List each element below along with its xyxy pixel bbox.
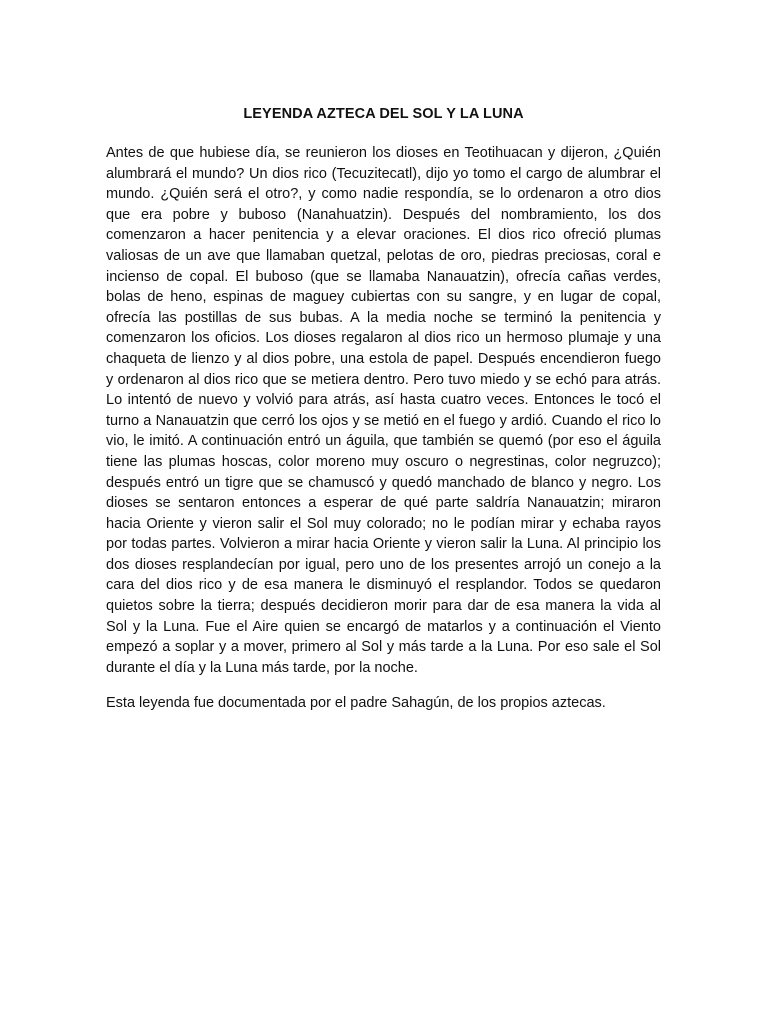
document-page [106,104,661,714]
document-title: LEYENDA AZTECA DEL SOL Y LA LUNA [243,106,524,122]
source-paragraph: Esta leyenda fue documentada por el padre Sahagún, de los propios aztecas. [106,695,606,712]
story-paragraph: Antes de que hubiese día, se reunieron los dioses en Teotihuacan y dijeron, ¿Quién alumbrará el mundo? Un dios rico (Tecuzitecatl), dijo yo tomo el cargo de alumbrar el mundo. ¿Quién será el otro?, y como nadie respondía, se lo ordenaron a otro dios que era pobre y buboso (Nanahuatzin). Después del nombramiento, los dos comenzaron a hacer penitencia y a elevar oraciones. El dios rico ofreció plumas valiosas de un ave que llamaban quetzal, pelotas de oro, piedras preciosas, coral e incienso de copal. El buboso (que se llamaba Nanauatzin), ofrecía cañas verdes, bolas de heno, espinas de maguey cubiertas con su sangre, y en lugar de copal, ofrecía las postillas de sus bubas. A la media noche se terminó la penitencia y comenzaron los oficios. Los dioses regalaron al dios rico un hermoso plumaje y una chaqueta de lienzo y al dios pobre, una estola de papel. Después encendieron fuego y ordenaron al dios rico que se metiera dentro. Pero tuvo miedo y se echó para atrás. Lo intentó de nuevo y volvió para atrás, así hasta cuatro veces. Entonces le tocó el turno a Nanauatzin que cerró los ojos y se metió en el fuego y ardió. Cuando el rico lo vio, le imitó. A continuación entró un águila, que también se quemó (por eso el águila tiene las plumas hoscas, color moreno muy oscuro o negrestinas, color negruzco); después entró un tigre que se chamuscó y quedó manchado de blanco y negro. Los dioses se sentaron entonces a esperar de qué parte saldría Nanauatzin; miraron hacia Oriente y vieron salir el Sol muy colorado; no le podían mirar y echaba rayos por todas partes. Volvieron a mirar hacia Oriente y vieron salir la Luna. Al principio los dos dioses resplandecían por igual, pero uno de los presentes arrojó un conejo a la cara del dios rico y de esa manera le disminuyó el resplandor. Todos se quedaron quietos sobre la tierra; después decidieron morir para dar de esa manera la vida al Sol y la Luna. Fue el Aire quien se encargó de matarlos y a continuación el Viento empezó a soplar y a mover, primero al Sol y más tarde a la Luna. Por eso sale el Sol durante el día y la Luna más tarde, por la noche. [106,145,661,676]
